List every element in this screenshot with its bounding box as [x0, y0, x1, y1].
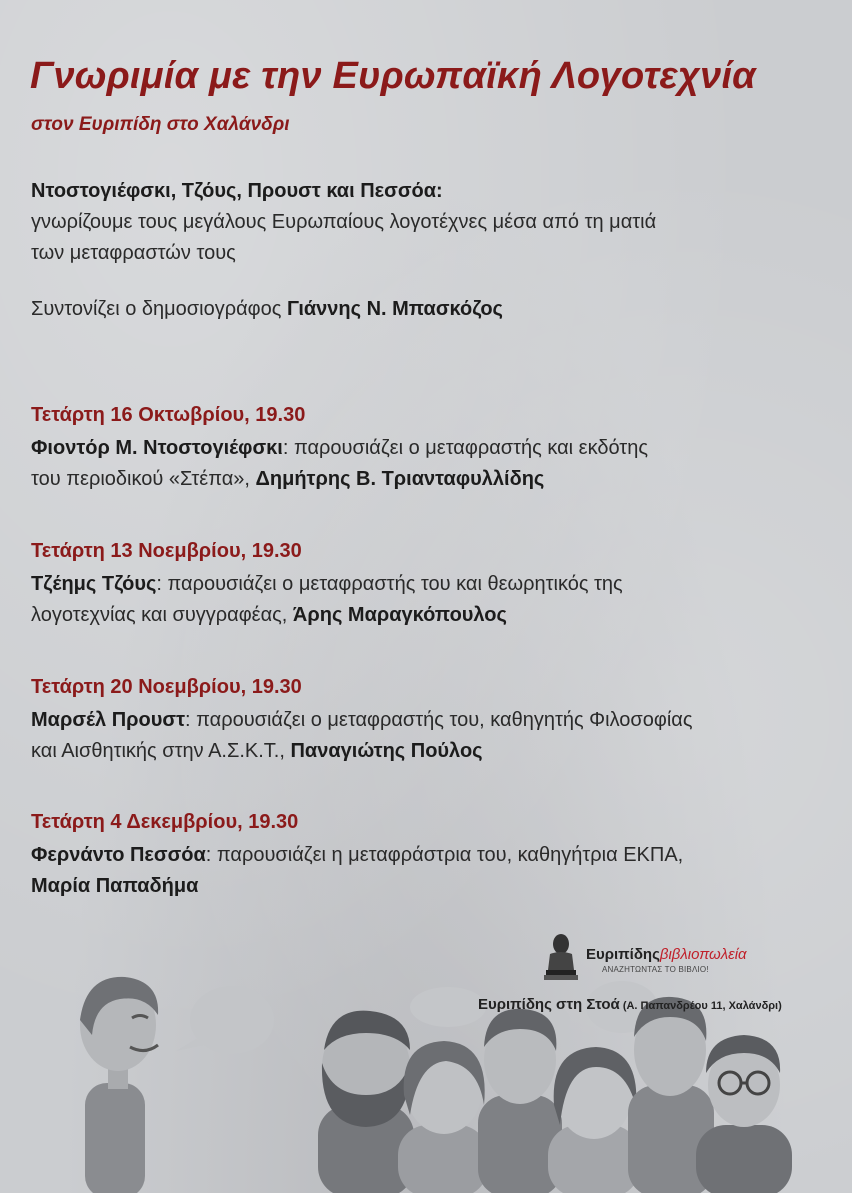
event-text-1: : παρουσιάζει ο μεταφραστής του και θεωρητικός της: [156, 573, 623, 595]
event-proust: [31, 673, 821, 767]
event-date: Τετάρτη 4 Δεκεμβρίου, 19.30: [31, 811, 299, 833]
venue-street: (Α. Παπανδρέου 11, Χαλάνδρι): [619, 1000, 782, 1012]
event-date: Τετάρτη 13 Νοεμβρίου, 19.30: [31, 540, 302, 562]
event-author: Φερνάντο Πεσσόα: [31, 844, 206, 866]
poster-title: Γνωριμία με την Ευρωπαϊκή Λογοτεχνία: [30, 55, 756, 97]
event-line-1: [31, 433, 821, 464]
logo-tagline: ΑΝΑΖΗΤΩΝΤΑΣ ΤΟ ΒΙΒΛΙΟ!: [602, 965, 709, 974]
event-text-1: : παρουσιάζει ο μεταφραστής και εκδότης: [282, 437, 648, 459]
event-presenter: Μαρία Παπαδήμα: [31, 875, 199, 897]
event-pessoa: [31, 808, 821, 902]
coordinator-name: Γιάννης Ν. Μπασκόζος: [286, 298, 503, 320]
event-text-2: λογοτεχνίας και συγγραφέας,: [31, 604, 293, 626]
event-date: Τετάρτη 20 Νοεμβρίου, 19.30: [31, 676, 302, 698]
event-presenter: Άρης Μαραγκόπουλος: [292, 604, 507, 626]
event-presenter: Δημήτρης Β. Τριανταφυλλίδης: [255, 468, 545, 490]
event-author: Φιοντόρ Μ. Ντοστογιέφσκι: [31, 437, 283, 459]
event-text-1: : παρουσιάζει ο μεταφραστής του, καθηγητής Φιλοσοφίας: [185, 709, 693, 731]
event-dostoevsky: [31, 401, 821, 495]
event-line-2: [31, 736, 821, 767]
coordinator-line: [31, 294, 503, 325]
event-presenter: Παναγιώτης Πούλος: [290, 740, 483, 762]
event-author: Μαρσέλ Προυστ: [31, 709, 185, 731]
euripides-bust-icon: [542, 932, 580, 982]
event-line-1: [31, 569, 821, 600]
venue-address: [478, 996, 782, 1013]
intro-block: [31, 176, 821, 269]
bookstore-logo: [542, 930, 747, 990]
event-line-2: [31, 871, 821, 902]
event-line-2: [31, 464, 821, 495]
event-text-1: : παρουσιάζει η μεταφράστρια του, καθηγήτρια ΕΚΠΑ,: [205, 844, 684, 866]
event-text-2: του περιοδικού «Στέπα»,: [31, 468, 256, 490]
intro-lead: Ντοστογιέφσκι, Τζόυς, Προυστ και Πεσσόα:: [31, 180, 443, 202]
venue-name: Ευριπίδης στη Στοά: [478, 996, 620, 1013]
event-text-2: και Αισθητικής στην Α.Σ.Κ.Τ.,: [31, 740, 291, 762]
people-illustration: [0, 955, 852, 1193]
logo-name: Ευριπίδης: [586, 946, 660, 963]
event-line-1: [31, 705, 821, 736]
logo-wordmark: [586, 946, 747, 963]
intro-line-1: γνωρίζουμε τους μεγάλους Ευρωπαίους λογοτέχνες μέσα από τη ματιά: [31, 211, 657, 233]
event-line-1: [31, 840, 821, 871]
event-joyce: [31, 537, 821, 631]
poster-subtitle: στον Ευριπίδη στο Χαλάνδρι: [31, 114, 290, 135]
event-line-2: [31, 600, 821, 631]
event-date: Τετάρτη 16 Οκτωβρίου, 19.30: [31, 404, 306, 426]
logo-suffix: βιβλιοπωλεία: [659, 946, 747, 963]
coordinator-prefix: Συντονίζει ο δημοσιογράφος: [31, 298, 287, 320]
intro-line-2: των μεταφραστών τους: [31, 242, 236, 264]
event-author: Τζέημς Τζόυς: [31, 573, 157, 595]
